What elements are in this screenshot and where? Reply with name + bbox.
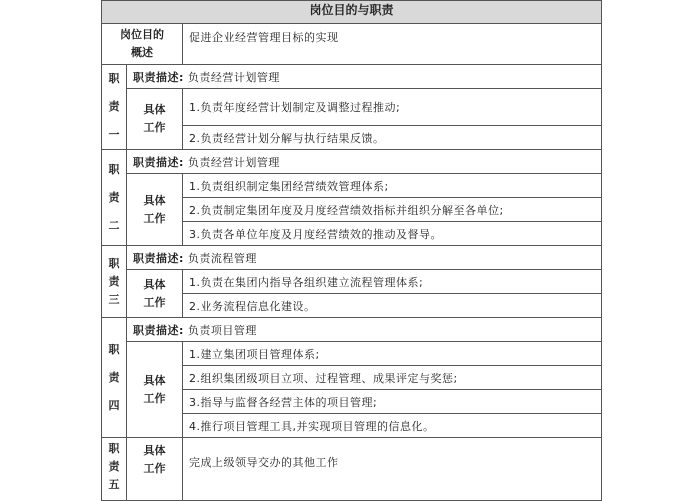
- duty-1-label-text: 职责一: [108, 72, 120, 141]
- duty-3-item-row: [102, 270, 602, 294]
- header-row: [102, 1, 602, 24]
- duty-2-work-label-text: 具体工作: [143, 193, 166, 225]
- duty-1-item-1: 1.负责年度经营计划制定及调整过程推动;: [183, 89, 602, 126]
- duty-2-work-label: [127, 174, 183, 246]
- duty-4-item-1: 1.建立集团项目管理体系;: [183, 342, 602, 366]
- duty-4-item-row: [102, 342, 602, 366]
- overview-label: [102, 24, 183, 65]
- duty-4-item-4: 4.推行项目管理工具,并实现项目管理的信息化。: [183, 414, 602, 438]
- job-duties-sheet: [101, 0, 601, 491]
- duty-4-desc-label: 职责描述:: [133, 323, 184, 337]
- duty-1-item-2: 2.负责经营计划分解与执行结果反馈。: [183, 126, 602, 150]
- duty-3-item-2: 2.业务流程信息化建设。: [183, 294, 602, 318]
- duties-table: [101, 0, 602, 501]
- duty-3-desc: [127, 246, 602, 270]
- duty-5-work-label: [127, 438, 183, 501]
- duty-4-label: [102, 318, 127, 438]
- duty-3-item-1: 1.负责在集团内指导各组织建立流程管理体系;: [183, 270, 602, 294]
- duty-2-desc: [127, 150, 602, 174]
- duty-2-item-3: 3.负责各单位年度及月度经营绩效的推动及督导。: [183, 222, 602, 246]
- duty-4-desc-row: [102, 318, 602, 342]
- duty-2-desc-label: 职责描述:: [133, 155, 184, 169]
- duty-5-label: [102, 438, 127, 501]
- duty-3-label: [102, 246, 127, 318]
- duty-4-item-3: 3.指导与监督各经营主体的项目管理;: [183, 390, 602, 414]
- duty-1-desc: [127, 65, 602, 89]
- duty-1-label: [102, 65, 127, 150]
- duty-3-label-text: 职责三: [108, 256, 120, 306]
- duty-3-work-label-text: 具体工作: [143, 277, 166, 309]
- duty-1-desc-row: [102, 65, 602, 89]
- duty-5-text: 完成上级领导交办的其他工作: [183, 438, 602, 501]
- duty-5-label-text: 职责五: [108, 442, 120, 491]
- duty-3-desc-text: 负责流程管理: [187, 251, 257, 265]
- duty-2-item-row: [102, 174, 602, 198]
- duty-4-label-text: 职责四: [108, 342, 120, 412]
- overview-label-text: 岗位目的概述: [120, 28, 164, 59]
- overview-text: 促进企业经营管理目标的实现: [183, 24, 602, 65]
- duty-5-row: [102, 438, 602, 501]
- duty-2-item-1: 1.负责组织制定集团经营绩效管理体系;: [183, 174, 602, 198]
- table-title: 岗位目的与职责: [102, 1, 602, 24]
- duty-3-work-label: [127, 270, 183, 318]
- duty-4-desc: [127, 318, 602, 342]
- duty-4-item-2: 2.组织集团级项目立项、过程管理、成果评定与奖惩;: [183, 366, 602, 390]
- duty-2-label-text: 职责二: [108, 162, 120, 232]
- duty-4-work-label-text: 具体工作: [143, 373, 166, 405]
- duty-2-label: [102, 150, 127, 246]
- duty-1-desc-label: 职责描述:: [133, 70, 184, 84]
- duty-2-item-2: 2.负责制定集团年度及月度经营绩效指标并组织分解至各单位;: [183, 198, 602, 222]
- overview-row: [102, 24, 602, 65]
- duty-1-work-label: [127, 89, 183, 150]
- duty-3-desc-label: 职责描述:: [133, 251, 184, 265]
- duty-1-item-row: [102, 89, 602, 126]
- duty-4-desc-text: 负责项目管理: [187, 323, 257, 337]
- duty-5-work-label-text: 具体工作: [143, 444, 166, 475]
- duty-1-work-label-text: 具体工作: [143, 103, 166, 134]
- duty-2-desc-text: 负责经营计划管理: [187, 155, 280, 169]
- duty-4-work-label: [127, 342, 183, 438]
- duty-3-desc-row: [102, 246, 602, 270]
- duty-2-desc-row: [102, 150, 602, 174]
- duty-1-desc-text: 负责经营计划管理: [187, 70, 280, 84]
